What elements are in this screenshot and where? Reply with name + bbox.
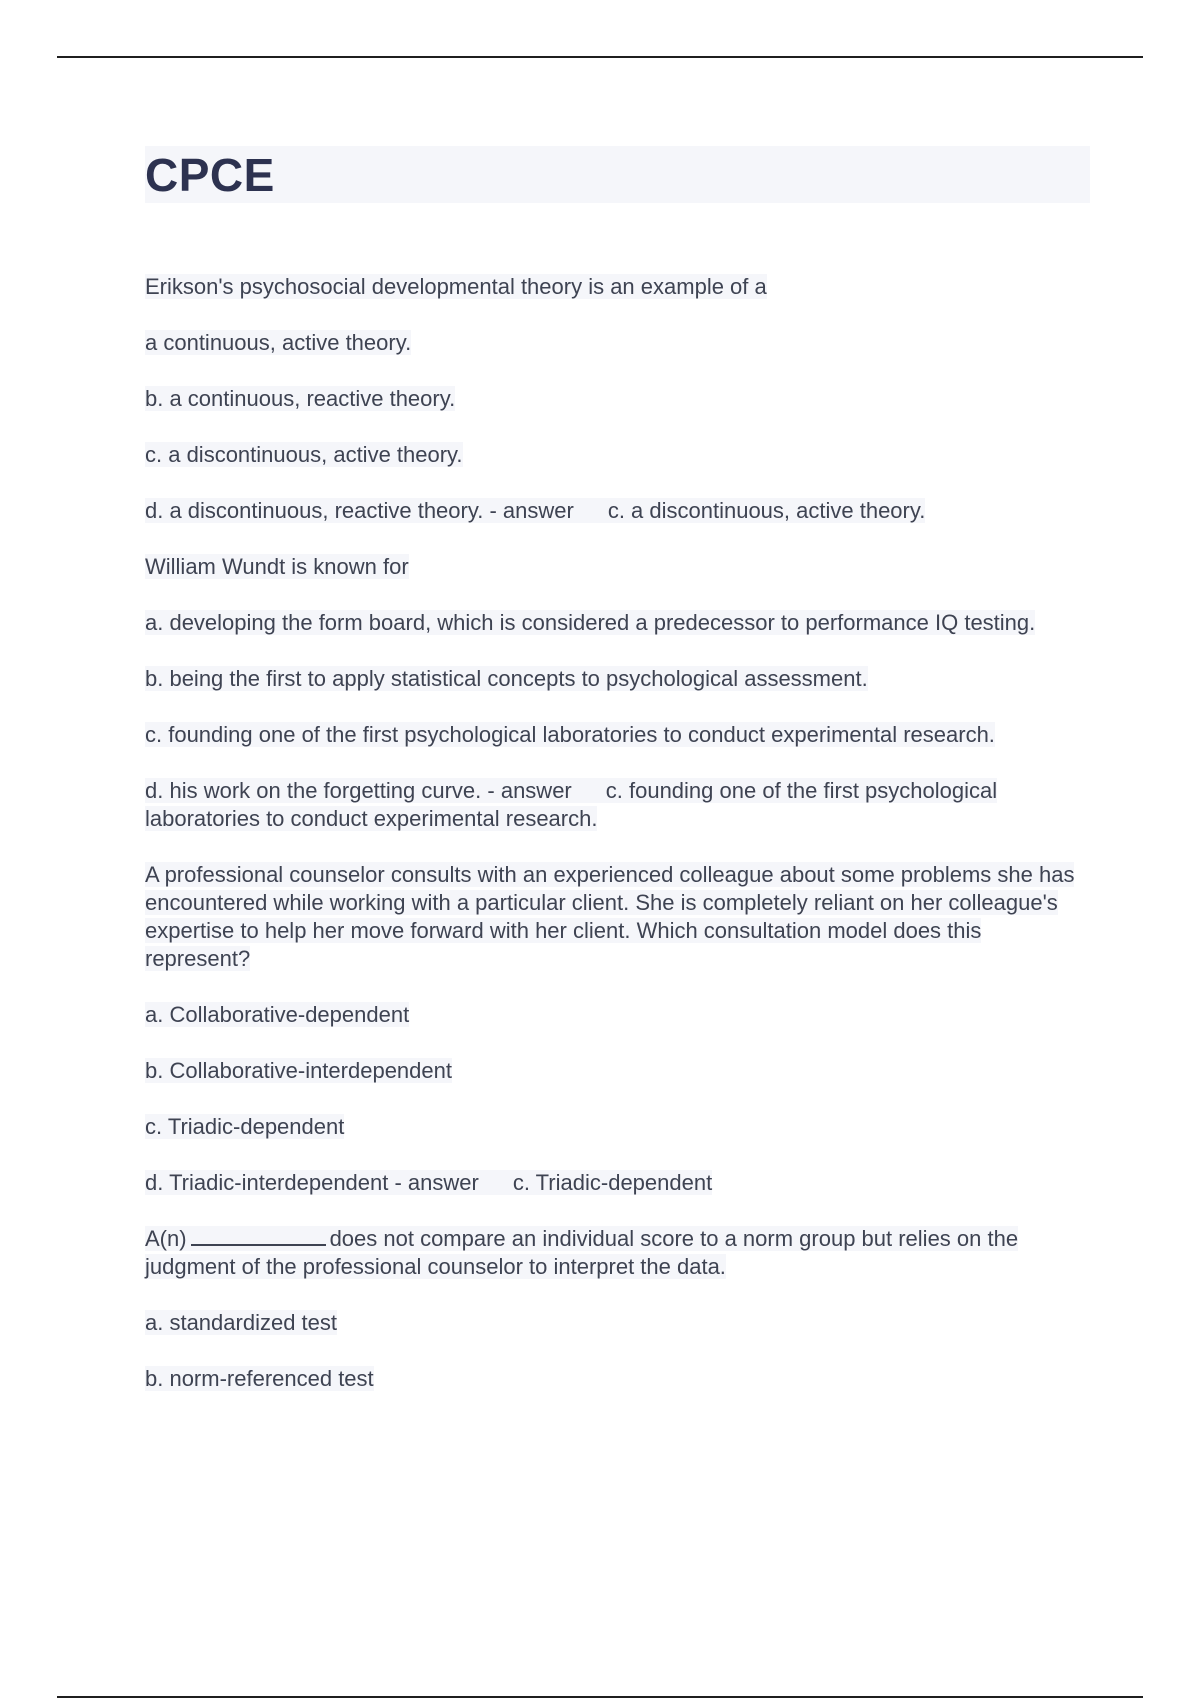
- question-stem: William Wundt is known for: [145, 554, 409, 579]
- option-b: b. Collaborative-interdependent: [145, 1058, 452, 1083]
- question-list: [145, 273, 1090, 1393]
- option-c: c. Triadic-dependent: [145, 1114, 345, 1139]
- document-body: [145, 146, 1090, 1421]
- option-c: c. founding one of the first psychological laboratories to conduct experimental research.: [145, 722, 995, 747]
- option-b: b. being the first to apply statistical concepts to psychological assessment.: [145, 666, 868, 691]
- stem-after-blank: does not compare an individual score to a norm group but relies on the judgment of the professional counselor to interpret the data.: [145, 1226, 1019, 1279]
- answer-text: c. founding one of the first psychological laboratories to conduct experimental research.: [145, 778, 998, 831]
- option-a: a. Collaborative-dependent: [145, 1002, 410, 1027]
- bottom-rule: [57, 1696, 1143, 1698]
- question-stem: Erikson's psychosocial developmental theory is an example of a: [145, 274, 767, 299]
- document-title: CPCE: [145, 148, 275, 201]
- option-a: a. standardized test: [145, 1310, 338, 1335]
- option-a: a continuous, active theory.: [145, 330, 412, 355]
- title-band: [145, 146, 1090, 203]
- option-d-with-answer: [145, 1169, 1090, 1197]
- option-d-with-answer: [145, 777, 1090, 833]
- fill-in-blank: [191, 1226, 326, 1246]
- option-d: d. his work on the forgetting curve. - answer: [145, 778, 572, 803]
- option-d: d. a discontinuous, reactive theory. - answer: [145, 498, 574, 523]
- option-b: b. norm-referenced test: [145, 1366, 374, 1391]
- answer-text: c. Triadic-dependent: [512, 1170, 713, 1195]
- option-a: a. developing the form board, which is considered a predecessor to performance IQ testing.: [145, 610, 1036, 635]
- stem-before-blank: A(n): [145, 1226, 187, 1251]
- option-d: d. Triadic-interdependent - answer: [145, 1170, 479, 1195]
- question-stem: A professional counselor consults with an experienced colleague about some problems she has encountered while working with a particular client. She is completely reliant on her colleague's expertise to help her move forward with her client. Which consultation model does this represent?: [145, 862, 1075, 971]
- option-b: b. a continuous, reactive theory.: [145, 386, 456, 411]
- top-rule: [57, 56, 1143, 58]
- question-stem: [145, 1225, 1090, 1281]
- option-d-with-answer: [145, 497, 1090, 525]
- answer-text: c. a discontinuous, active theory.: [607, 498, 926, 523]
- option-c: c. a discontinuous, active theory.: [145, 442, 463, 467]
